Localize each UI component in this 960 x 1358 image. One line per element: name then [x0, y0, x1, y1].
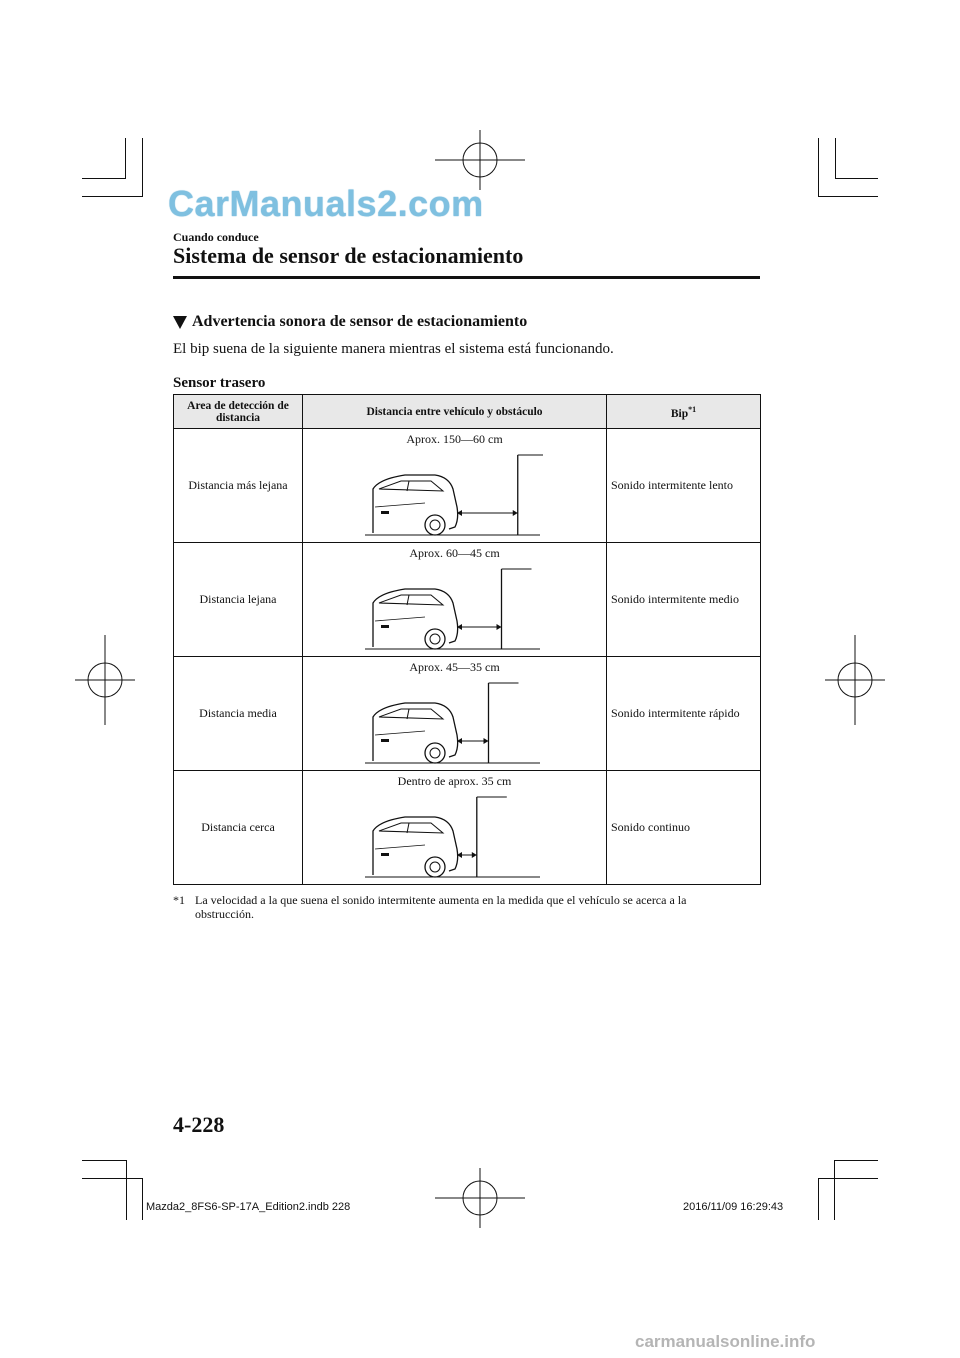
distance-table — [173, 394, 761, 885]
car-rear-illustration — [373, 817, 458, 877]
row-range: Aprox. 150—60 cm — [406, 432, 503, 446]
table-row — [174, 429, 761, 543]
row-distance — [303, 771, 607, 885]
car-door-handle — [381, 853, 389, 856]
row-sound: Sonido intermitente rápido — [607, 657, 761, 771]
triangle-bullet-icon — [173, 316, 187, 329]
registration-mark-right — [825, 635, 885, 725]
row-range: Dentro de aprox. 35 cm — [397, 774, 512, 788]
car-window-outline — [379, 709, 443, 719]
title-rule — [173, 276, 760, 279]
car-body-line — [375, 617, 425, 621]
table-header-row — [174, 395, 761, 429]
subheading-text: Advertencia sonora de sensor de estacionamiento — [192, 313, 528, 330]
footnote-text: La velocidad a la que suena el sonido intermitente aumenta en la medida que el vehículo se acerca a la — [195, 893, 687, 907]
registration-mark-left — [75, 635, 135, 725]
car-door-handle — [381, 739, 389, 742]
watermark-logo: CarManuals2.com — [168, 183, 484, 224]
crop-mark — [82, 196, 143, 197]
crop-mark — [834, 1160, 878, 1161]
crop-mark — [835, 178, 878, 179]
car-rear-illustration — [373, 589, 458, 649]
car-rear-illustration — [373, 475, 458, 535]
crop-mark — [818, 196, 878, 197]
car-window-outline — [379, 823, 443, 833]
page-number: 4-228 — [173, 1112, 225, 1137]
intro-paragraph: El bip suena de la siguiente manera mientras el sistema está funcionando. — [173, 341, 614, 357]
header-bip-label: Bip — [670, 407, 689, 420]
table-row — [174, 771, 761, 885]
row-area: Distancia media — [174, 657, 303, 771]
car-body-line — [375, 503, 425, 507]
subheading — [173, 313, 527, 331]
arrow-head-right — [471, 852, 476, 858]
car-wheel — [425, 857, 445, 877]
row-distance — [303, 429, 607, 543]
site-watermark: carmanualsonline.info — [635, 1332, 816, 1351]
car-obstacle-figure — [365, 791, 545, 881]
header-distance: Distancia entre vehículo y obstáculo — [303, 395, 607, 429]
arrow-head-right — [483, 738, 488, 744]
crop-mark — [82, 1178, 143, 1179]
car-body-line — [375, 731, 425, 735]
header-bip-ref: *1 — [688, 404, 697, 414]
section-label: Cuando conduce — [173, 230, 259, 244]
crop-mark — [818, 1178, 819, 1220]
car-window-outline — [379, 481, 443, 491]
table-title: Sensor trasero — [173, 375, 266, 391]
crop-mark — [142, 138, 143, 196]
row-range: Aprox. 60—45 cm — [409, 546, 500, 560]
row-distance — [303, 543, 607, 657]
table-row — [174, 657, 761, 771]
car-obstacle-figure — [365, 449, 545, 539]
crop-mark — [126, 1160, 127, 1220]
car-wheel — [425, 743, 445, 763]
car-wheel — [425, 515, 445, 535]
crop-mark — [835, 138, 836, 178]
footer-file: Mazda2_8FS6-SP-17A_Edition2.indb 228 — [146, 1201, 351, 1213]
row-area: Distancia cerca — [174, 771, 303, 885]
row-range: Aprox. 45—35 cm — [409, 660, 500, 674]
registration-mark-bottom — [435, 1168, 525, 1228]
car-rear-illustration — [373, 703, 458, 763]
car-door-handle — [381, 625, 389, 628]
row-sound: Sonido continuo — [607, 771, 761, 885]
crop-mark — [125, 138, 126, 178]
crop-mark — [142, 1178, 143, 1220]
table-row — [174, 543, 761, 657]
header-bip — [607, 395, 761, 429]
crop-mark — [818, 138, 819, 196]
crop-mark — [834, 1160, 835, 1220]
footnote-marker: *1 — [173, 893, 185, 907]
car-body-line — [375, 845, 425, 849]
registration-mark-top — [435, 130, 525, 190]
page-title: Sistema de sensor de estacionamiento — [173, 243, 524, 268]
car-window-outline — [379, 595, 443, 605]
row-area: Distancia más lejana — [174, 429, 303, 543]
arrow-head-right — [496, 624, 501, 630]
car-obstacle-figure — [365, 677, 545, 767]
header-area: Area de detección de distancia — [174, 395, 303, 429]
crop-mark — [82, 178, 126, 179]
crop-mark — [82, 1160, 127, 1161]
row-sound: Sonido intermitente medio — [607, 543, 761, 657]
row-area: Distancia lejana — [174, 543, 303, 657]
crop-mark — [818, 1178, 878, 1179]
car-obstacle-figure — [365, 563, 545, 653]
car-wheel — [425, 629, 445, 649]
row-sound: Sonido intermitente lento — [607, 429, 761, 543]
arrow-head-right — [512, 510, 517, 516]
car-door-handle — [381, 511, 389, 514]
footnote — [173, 893, 753, 921]
footer-timestamp: 2016/11/09 16:29:43 — [683, 1201, 784, 1213]
row-distance — [303, 657, 607, 771]
footnote-text-cont: obstrucción. — [195, 907, 254, 921]
